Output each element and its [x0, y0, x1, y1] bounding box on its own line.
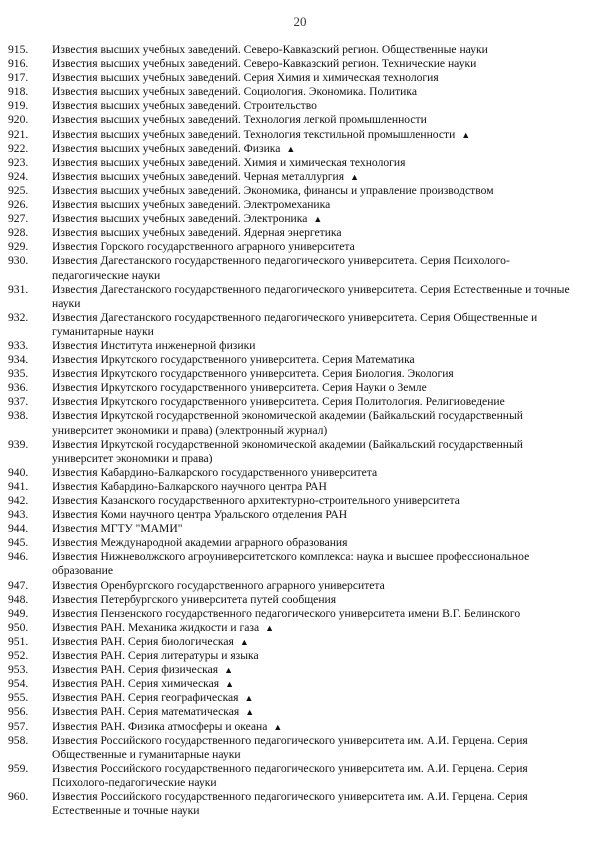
entry-number: 938.: [8, 409, 29, 423]
journal-title-text: Известия РАН. Серия химическая: [52, 677, 220, 691]
journal-title-text: Известия РАН. Серия физическая: [52, 663, 219, 677]
journal-title-text: Известия Кабардино-Балкарского научного центра РАН: [52, 479, 327, 493]
journal-title-text: Известия Горского государственного аграрного университета: [52, 240, 355, 254]
journal-title: [52, 57, 582, 71]
journal-title-text: Известия высших учебных заведений. Электромеханика: [52, 198, 331, 212]
journal-title-text: Известия высших учебных заведений. Строительство: [52, 99, 317, 113]
journal-title: [52, 522, 582, 536]
journal-title: [52, 734, 582, 762]
list-item: [8, 409, 582, 437]
journal-title-text: Известия Российского государственного педагогического университета им. А.И. Герцена. Серия Общественные и гуманитарные науки: [52, 733, 528, 761]
journal-title: [52, 113, 582, 127]
journal-title-text: Известия РАН. Физика атмосферы и океана: [52, 719, 268, 733]
journal-title-text: Известия Дагестанского государственного педагогического университета. Серия Естественные и точные науки: [52, 282, 570, 310]
entry-number: 932.: [8, 310, 29, 324]
journal-title-text: Известия высших учебных заведений. Социология. Экономика. Политика: [52, 85, 417, 99]
journal-title: [52, 790, 582, 818]
journal-title-text: Известия Иркутской государственной экономической академии (Байкальский государственный университет экономики и права) (электронный журнал): [52, 409, 523, 437]
journal-title: [52, 71, 582, 85]
triangle-marker-icon: ▲: [224, 665, 233, 676]
journal-title: [52, 494, 582, 508]
journal-title: [52, 508, 582, 522]
list-item: [8, 212, 582, 226]
entry-number: 933.: [8, 338, 29, 352]
journal-title: [52, 367, 582, 381]
list-item: [8, 395, 582, 409]
list-item: [8, 283, 582, 311]
journal-title-text: Известия Нижневолжского агроуниверситетского комплекса: наука и высшее профессиональное образование: [52, 550, 530, 578]
journal-title: [52, 720, 582, 734]
list-item: [8, 480, 582, 494]
journal-title: [52, 621, 582, 635]
entry-number: 948.: [8, 592, 29, 606]
journal-title-text: Известия РАН. Серия математическая: [52, 705, 240, 719]
entry-number: 946.: [8, 550, 29, 564]
journal-title: [52, 240, 582, 254]
entry-number: 942.: [8, 494, 29, 507]
list-item: [8, 635, 582, 649]
entry-number: 924.: [8, 169, 29, 183]
journal-title: [52, 254, 582, 282]
journal-title-text: Известия высших учебных заведений. Физика: [52, 141, 281, 155]
list-item: [8, 607, 582, 621]
journal-title-text: Известия РАН. Серия литературы и языка: [52, 649, 259, 663]
entry-number: 958.: [8, 733, 29, 747]
journal-title-text: Известия Казанского государственного архитектурно-строительного университета: [52, 494, 460, 507]
journal-title: [52, 480, 582, 494]
entry-number: 937.: [8, 395, 29, 409]
list-item: [8, 536, 582, 550]
entry-number: 947.: [8, 578, 29, 592]
journal-title: [52, 691, 582, 705]
journal-title-text: Известия Пензенского государственного педагогического университета имени В.Г. Белинского: [52, 606, 521, 620]
entry-number: 949.: [8, 606, 29, 620]
journal-title: [52, 438, 582, 466]
list-item: [8, 579, 582, 593]
journal-title-text: Известия Дагестанского государственного педагогического университета. Серия Психолого-педагогические науки: [52, 254, 510, 282]
journal-title-text: Известия Иркутского государственного университета. Серия Математика: [52, 353, 415, 367]
journal-title: [52, 762, 582, 790]
list-item: [8, 170, 582, 184]
journal-title-text: Известия МГТУ "МАМИ": [52, 522, 183, 536]
entry-number: 920.: [8, 113, 29, 127]
journal-title: [52, 579, 582, 593]
journal-title: [52, 550, 582, 578]
entry-number: 918.: [8, 85, 29, 99]
entry-number: 930.: [8, 254, 29, 268]
journal-title: [52, 395, 582, 409]
journal-title: [52, 311, 582, 339]
triangle-marker-icon: ▲: [225, 679, 235, 690]
journal-title-text: Известия Российского государственного педагогического университета им. А.И. Герцена. Серия Психолого-педагогические науки: [52, 761, 528, 789]
entry-number: 951.: [8, 634, 29, 648]
list-item: [8, 734, 582, 762]
list-item: [8, 438, 582, 466]
journal-title-text: Известия Международной академии аграрного образования: [52, 536, 348, 550]
journal-list: [8, 43, 582, 818]
page-number: 20: [293, 14, 307, 29]
journal-title: [52, 607, 582, 621]
entry-number: 921.: [8, 127, 29, 141]
entry-number: 957.: [8, 719, 29, 733]
list-item: [8, 367, 582, 381]
journal-title-text: Известия высших учебных заведений. Электроника: [52, 212, 308, 226]
list-item: [8, 550, 582, 578]
journal-title: [52, 226, 582, 240]
journal-title-text: Известия высших учебных заведений. Химия и химическая технология: [52, 155, 406, 169]
list-item: [8, 99, 582, 113]
list-item: [8, 113, 582, 127]
journal-title-text: Известия Иркутского государственного университета. Серия Науки о Земле: [52, 381, 427, 395]
journal-title: [52, 635, 582, 649]
triangle-marker-icon: ▲: [350, 171, 359, 182]
triangle-marker-icon: ▲: [286, 143, 296, 154]
journal-title: [52, 381, 582, 395]
list-item: [8, 705, 582, 719]
journal-title: [52, 99, 582, 113]
entry-number: 916.: [8, 57, 29, 71]
entry-number: 915.: [8, 43, 29, 56]
triangle-marker-icon: ▲: [461, 129, 471, 140]
entry-number: 939.: [8, 437, 29, 451]
journal-title: [52, 353, 582, 367]
triangle-marker-icon: ▲: [245, 707, 255, 718]
list-item: [8, 142, 582, 156]
journal-title: [52, 184, 582, 198]
journal-title: [52, 156, 582, 170]
entry-number: 923.: [8, 155, 29, 169]
journal-title-text: Известия высших учебных заведений. Серия Химия и химическая технология: [52, 71, 439, 85]
list-item: [8, 720, 582, 734]
journal-title-text: Известия Иркутского государственного университета. Серия Политология. Религиоведение: [52, 395, 505, 409]
list-item: [8, 663, 582, 677]
journal-title: [52, 283, 582, 311]
journal-title: [52, 705, 582, 719]
triangle-marker-icon: ▲: [239, 636, 249, 647]
list-item: [8, 156, 582, 170]
journal-title-text: Известия Дагестанского государственного педагогического университета. Серия Общественные и гуманитарные науки: [52, 310, 538, 338]
entry-number: 928.: [8, 226, 29, 240]
journal-title-text: Известия Российского государственного педагогического университета им. А.И. Герцена. Серия Естественные и точные науки: [52, 789, 528, 818]
journal-title-text: Известия Оренбургского государственного аграрного университета: [52, 578, 385, 592]
journal-title: [52, 198, 582, 212]
journal-title-text: Известия высших учебных заведений. Экономика, финансы и управление производством: [52, 183, 494, 197]
list-item: [8, 621, 582, 635]
list-item: [8, 593, 582, 607]
journal-title: [52, 85, 582, 99]
list-item: [8, 240, 582, 254]
entry-number: 925.: [8, 183, 29, 197]
journal-title-text: Известия Иркутского государственного университета. Серия Биология. Экология: [52, 367, 454, 381]
journal-title: [52, 663, 582, 677]
journal-title: [52, 170, 582, 184]
list-item: [8, 71, 582, 85]
entry-number: 945.: [8, 536, 29, 550]
entry-number: 956.: [8, 705, 29, 719]
entry-number: 936.: [8, 381, 29, 395]
entry-number: 940.: [8, 465, 29, 479]
journal-title: [52, 409, 582, 437]
journal-title-text: Известия высших учебных заведений. Ядерная энергетика: [52, 226, 342, 240]
journal-title: [52, 593, 582, 607]
list-item: [8, 254, 582, 282]
journal-title-text: Известия Института инженерной физики: [52, 338, 256, 352]
list-item: [8, 128, 582, 142]
list-item: [8, 522, 582, 536]
journal-title-text: Известия РАН. Серия биологическая: [52, 634, 234, 648]
journal-title: [52, 212, 582, 226]
entry-number: 943.: [8, 508, 29, 522]
entry-number: 960.: [8, 789, 29, 803]
list-item: [8, 85, 582, 99]
list-item: [8, 691, 582, 705]
list-item: [8, 339, 582, 353]
list-item: [8, 198, 582, 212]
journal-title: [52, 466, 582, 480]
journal-title-text: Известия высших учебных заведений. Северо-Кавказский регион. Общественные науки: [52, 43, 488, 56]
entry-number: 955.: [8, 691, 29, 705]
entry-number: 929.: [8, 240, 29, 254]
entry-number: 941.: [8, 479, 29, 493]
entry-number: 952.: [8, 649, 29, 663]
journal-title: [52, 43, 582, 57]
journal-title-text: Известия Петербургского университета путей сообщения: [52, 592, 337, 606]
journal-title: [52, 339, 582, 353]
list-item: [8, 311, 582, 339]
list-item: [8, 677, 582, 691]
journal-title-text: Известия Иркутской государственной экономической академии (Байкальский государственный университет экономики и права): [52, 437, 523, 465]
entry-number: 935.: [8, 367, 29, 381]
list-item: [8, 649, 582, 663]
list-item: [8, 466, 582, 480]
list-item: [8, 790, 582, 818]
triangle-marker-icon: ▲: [265, 622, 275, 633]
entry-number: 927.: [8, 212, 29, 226]
journal-title-text: Известия высших учебных заведений. Технология текстильной промышленности: [52, 127, 456, 141]
entry-number: 944.: [8, 522, 29, 536]
list-item: [8, 494, 582, 508]
entry-number: 922.: [8, 141, 29, 155]
journal-title: [52, 649, 582, 663]
entry-number: 931.: [8, 282, 29, 296]
entry-number: 953.: [8, 663, 29, 677]
entry-number: 919.: [8, 99, 29, 113]
journal-title-text: Известия РАН. Механика жидкости и газа: [52, 620, 260, 634]
journal-title-text: Известия Коми научного центра Уральского отделения РАН: [52, 508, 348, 522]
list-item: [8, 508, 582, 522]
triangle-marker-icon: ▲: [244, 693, 254, 704]
list-item: [8, 226, 582, 240]
list-item: [8, 353, 582, 367]
triangle-marker-icon: ▲: [273, 721, 283, 732]
journal-title-text: Известия РАН. Серия географическая: [52, 691, 239, 705]
list-item: [8, 762, 582, 790]
journal-title: [52, 128, 582, 142]
entry-number: 934.: [8, 353, 29, 367]
entry-number: 959.: [8, 761, 29, 775]
entry-number: 950.: [8, 620, 29, 634]
list-item: [8, 381, 582, 395]
journal-title: [52, 677, 582, 691]
journal-title-text: Известия Кабардино-Балкарского государственного университета: [52, 465, 378, 479]
entry-number: 954.: [8, 677, 29, 691]
journal-title: [52, 536, 582, 550]
list-item: [8, 57, 582, 71]
entry-number: 917.: [8, 71, 29, 85]
journal-title-text: Известия высших учебных заведений. Северо-Кавказский регион. Технические науки: [52, 57, 477, 71]
journal-title-text: Известия высших учебных заведений. Черная металлургия: [52, 169, 345, 183]
list-item: [8, 43, 582, 57]
list-item: [8, 184, 582, 198]
triangle-marker-icon: ▲: [313, 214, 323, 225]
journal-title: [52, 142, 582, 156]
entry-number: 926.: [8, 198, 29, 212]
journal-title-text: Известия высших учебных заведений. Технология легкой промышленности: [52, 113, 427, 127]
